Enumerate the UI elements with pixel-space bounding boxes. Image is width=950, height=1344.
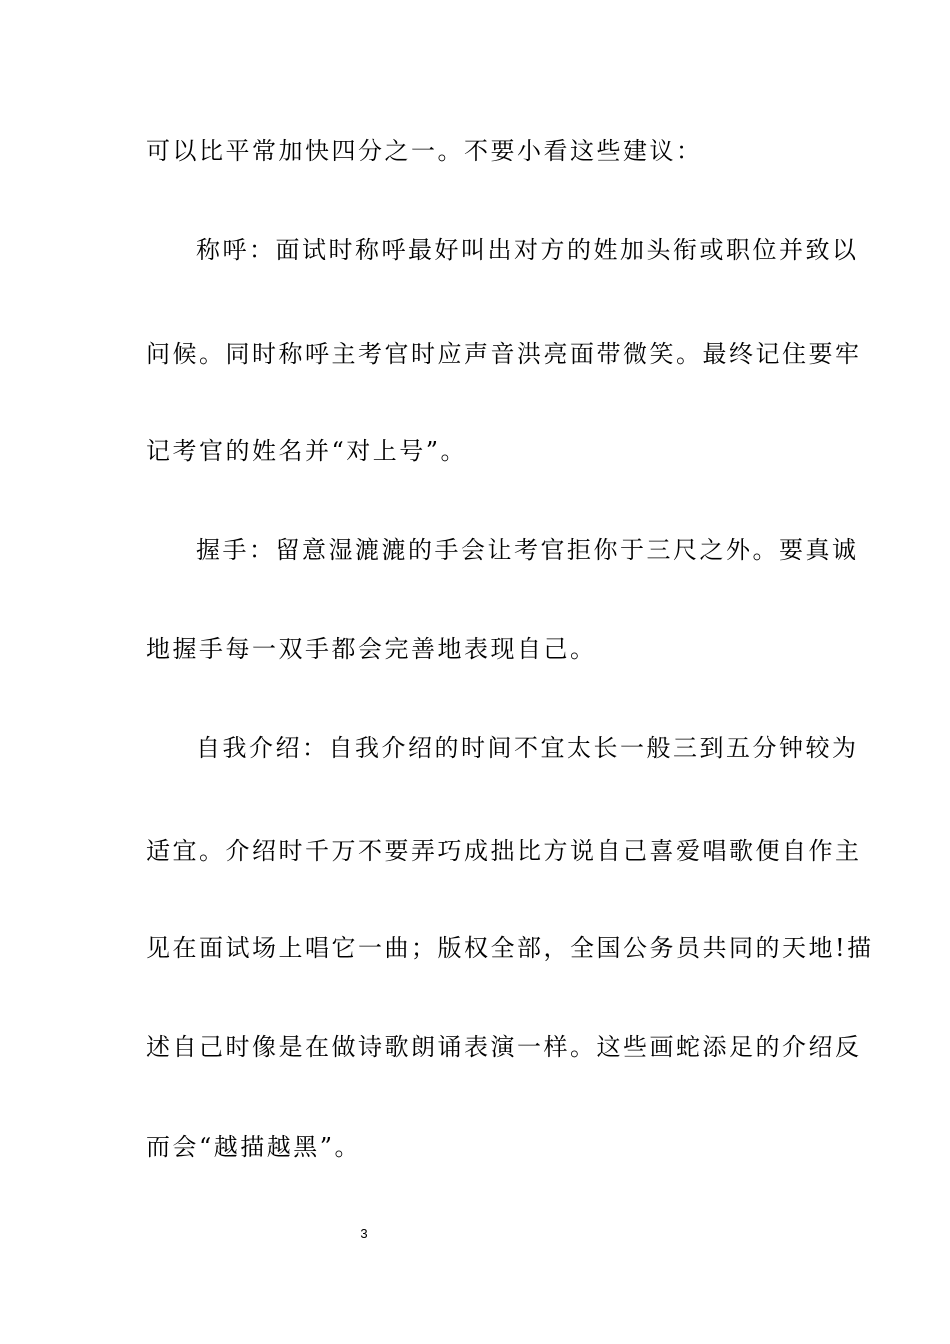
text-line-3: 问候。同时称呼主考官时应声音洪亮面带微笑。最终记住要牢 — [146, 340, 862, 368]
text-line-11: 而会“越描越黑”。 — [146, 1133, 362, 1161]
page-number: 3 — [360, 1226, 368, 1241]
text-line-2: 称呼：面试时称呼最好叫出对方的姓加头衔或职位并致以 — [196, 236, 859, 264]
text-line-9: 见在面试场上唱它一曲；版权全部，全国公务员共同的天地!描 — [146, 934, 874, 962]
text-line-4: 记考官的姓名并“对上号”。 — [146, 437, 468, 465]
text-line-1: 可以比平常加快四分之一。不要小看这些建议： — [146, 137, 703, 165]
text-line-8: 适宜。介绍时千万不要弄巧成拙比方说自己喜爱唱歌便自作主 — [146, 837, 862, 865]
text-line-6: 地握手每一双手都会完善地表现自己。 — [146, 635, 597, 663]
text-line-5: 握手：留意湿漉漉的手会让考官拒你于三尺之外。要真诚 — [196, 536, 859, 564]
text-line-7: 自我介绍：自我介绍的时间不宜太长一般三到五分钟较为 — [196, 734, 859, 762]
text-line-10: 述自己时像是在做诗歌朗诵表演一样。这些画蛇添足的介绍反 — [146, 1033, 862, 1061]
